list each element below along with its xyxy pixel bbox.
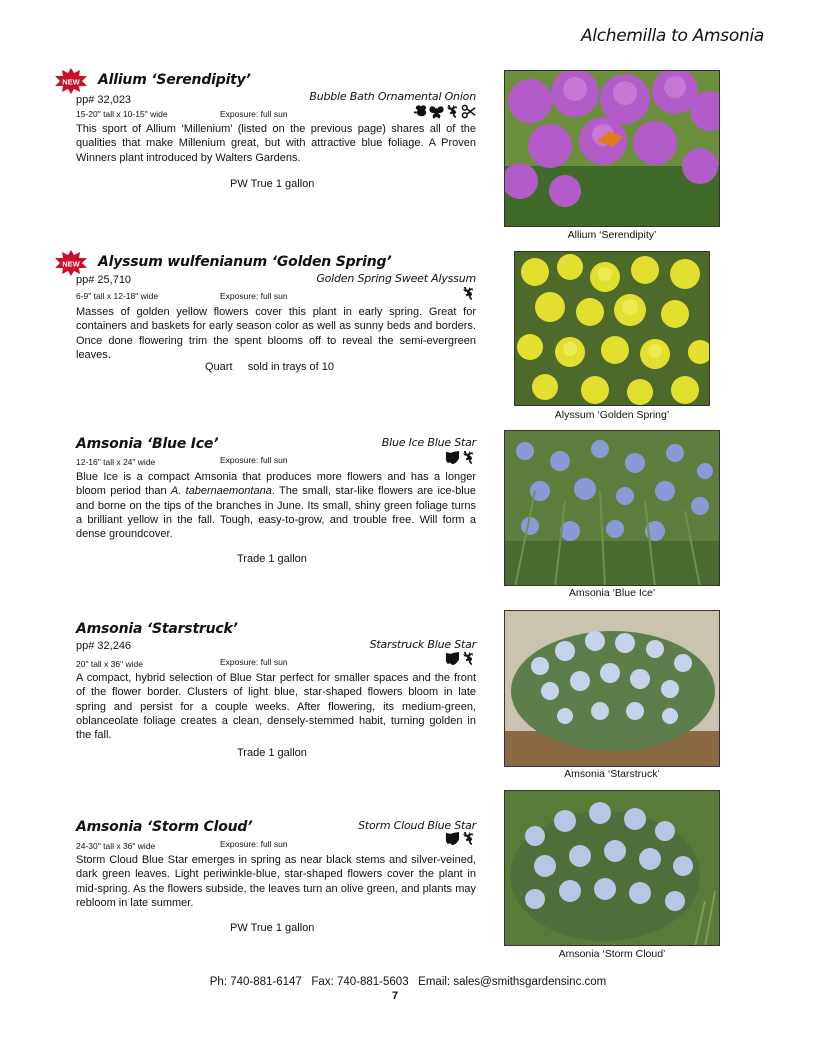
plant-name: Amsonia ‘Starstruck’ [76, 621, 238, 637]
attribute-icons [445, 831, 476, 846]
plant-exposure: Exposure: full sun [220, 455, 288, 465]
plant-patent-number: pp# 25,710 [76, 274, 132, 286]
common-name: Starstruck Blue Star [369, 638, 476, 651]
ohio-native-icon [445, 450, 460, 465]
attribute-icons [413, 104, 476, 119]
plant-photo-amsonia-blue-ice [504, 430, 720, 586]
plant-availability: Quart sold in trays of 10 [205, 361, 335, 373]
page-header-title: Alchemilla to Amsonia [580, 26, 764, 46]
plant-description: A compact, hybrid selection of Blue Star perfect for smaller spaces and the front of the flower border. Clusters of light blue, star-shaped flowers bloom in late spring and persist for a couple weeks. After flowering, its medium-green, oblanceolate foliage creates a clean, densely-stemmed habit, turning golden in the fall. [76, 672, 476, 742]
plant-availability: PW True 1 gallon [230, 922, 315, 934]
common-name: Bubble Bath Ornamental Onion [309, 90, 476, 103]
bee-icon [413, 104, 428, 119]
plant-patent-number: pp# 32,246 [76, 640, 132, 652]
deer-resistant-icon [461, 286, 476, 301]
plant-size: 12-16" tall x 24" wide [76, 457, 156, 467]
plant-name: Amsonia ‘Blue Ice’ [76, 436, 219, 452]
deer-resistant-icon [445, 104, 460, 119]
photo-caption: Amsonia ‘Starstruck’ [564, 768, 660, 780]
plant-availability: PW True 1 gallon [230, 178, 315, 190]
plant-size: 24-30" tall x 36" wide [76, 841, 156, 851]
plant-exposure: Exposure: full sun [220, 109, 288, 119]
common-name: Golden Spring Sweet Alyssum [316, 272, 476, 285]
common-name: Blue Ice Blue Star [381, 436, 476, 449]
plant-availability: Trade 1 gallon [237, 747, 307, 759]
plant-exposure: Exposure: full sun [220, 839, 288, 849]
contact-footer: Ph: 740-881-6147 Fax: 740-881-5603 Email: sales@smithsgardensinc.com [209, 976, 607, 988]
attribute-icons [445, 651, 476, 666]
deer-resistant-icon [461, 450, 476, 465]
plant-exposure: Exposure: full sun [220, 291, 288, 301]
plant-size: 20" tall x 36" wide [76, 659, 143, 669]
plant-entry-amsonia-storm-cloud [58, 819, 478, 934]
photo-caption: Amsonia ‘Storm Cloud’ [558, 948, 666, 960]
photo-caption: Allium ‘Serendipity’ [567, 229, 657, 241]
plant-entry-amsonia-blue-ice [58, 436, 478, 565]
plant-size: 15-20" tall x 10-15" wide [76, 109, 168, 119]
plant-description: Storm Cloud Blue Star emerges in spring as near black stems and silver-veined, dark green leaves. Light periwinkle-blue, star-shaped flowers cover the plant in mid-spring. As the flowers subside, the leaves turn an olive green, and plants may rebloom in late summer. [76, 854, 476, 909]
plant-entry-amsonia-starstruck [58, 621, 478, 759]
plant-name: Allium ‘Serendipity’ [98, 72, 251, 88]
cut-flower-icon [461, 104, 476, 119]
attribute-icons [445, 450, 476, 465]
deer-resistant-icon [461, 651, 476, 666]
photo-caption: Alyssum ‘Golden Spring’ [554, 409, 670, 421]
plant-name: Alyssum wulfenianum ‘Golden Spring’ [98, 254, 392, 270]
ohio-native-icon [445, 651, 460, 666]
ohio-native-icon [445, 831, 460, 846]
attribute-icons [461, 286, 476, 301]
photo-caption: Amsonia ‘Blue Ice’ [568, 587, 656, 599]
plant-entry-allium-serendipity [58, 72, 478, 190]
plant-patent-number: pp# 32,023 [76, 94, 132, 106]
plant-photo-amsonia-storm-cloud [504, 790, 720, 946]
page-number: 7 [391, 990, 399, 1002]
butterfly-icon [429, 104, 444, 119]
plant-entry-alyssum-golden-spring [58, 254, 478, 373]
plant-description: Blue Ice is a compact Amsonia that produces more flowers and has a longer bloom period than A. tabernaemontana. The small, star-like flowers are ice-blue and borne on the tips of the branches in June. Its small, shiny green foliage turns a brilliant yellow in the fall. Tough, easy-to-grow, and trouble free. Will form a dense groundcover. [76, 471, 476, 541]
plant-description: This sport of Allium ‘Millenium’ (listed on the previous page) shares all of the qualities that make Millenium great, but with attractive blue foliage. A Proven Winners plant introduced by Walters Gardens. [76, 123, 476, 164]
plant-size: 6-9" tall x 12-18" wide [76, 291, 159, 301]
plant-availability: Trade 1 gallon [237, 553, 307, 565]
plant-description: Masses of golden yellow flowers cover this plant in early spring. Great for containers and baskets for early season color as well as sunny beds and borders. Once done flowering trim the spent blooms off to reveal the semi-evergreen leaves. [76, 306, 476, 361]
svg-text:NEW: NEW [62, 259, 80, 269]
plant-photo-allium-serendipity [504, 70, 720, 227]
plant-name: Amsonia ‘Storm Cloud’ [76, 819, 253, 835]
svg-text:NEW: NEW [62, 77, 80, 87]
deer-resistant-icon [461, 831, 476, 846]
plant-exposure: Exposure: full sun [220, 657, 288, 667]
common-name: Storm Cloud Blue Star [358, 819, 476, 832]
plant-photo-alyssum-golden-spring [514, 251, 710, 406]
plant-photo-amsonia-starstruck [504, 610, 720, 767]
